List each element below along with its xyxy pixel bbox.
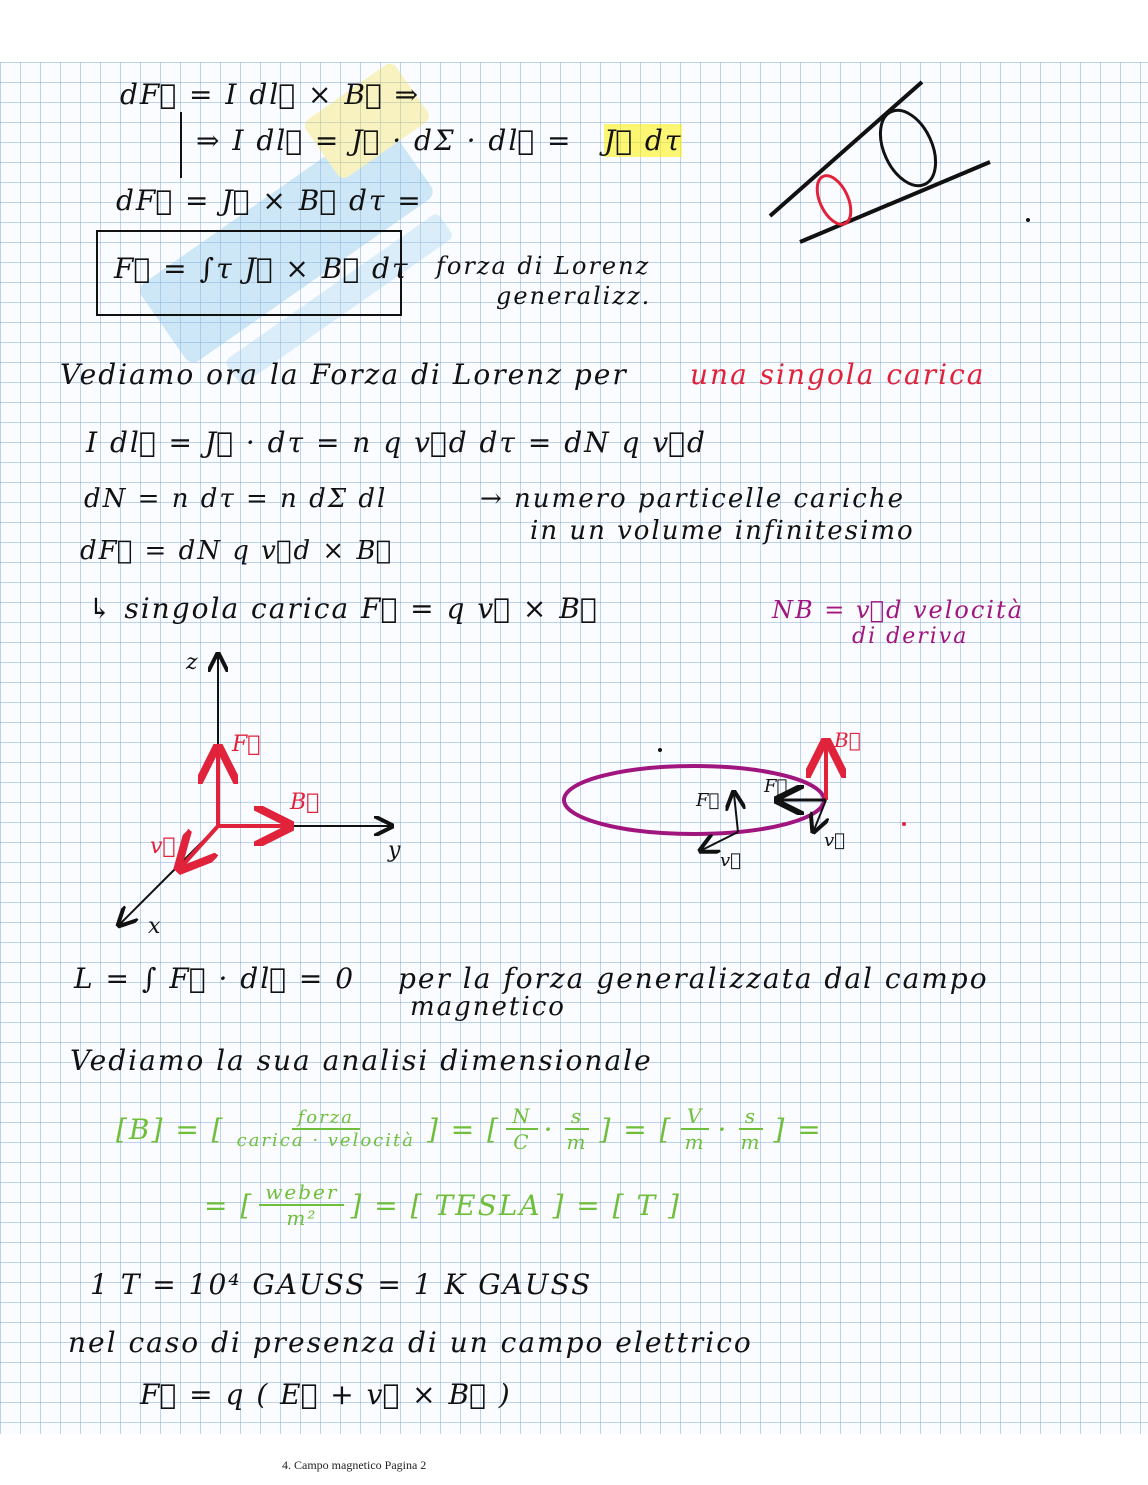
orbit-velocity-vector xyxy=(814,800,826,830)
dimensional-line1 xyxy=(116,1104,823,1154)
bracket-end1: ] = xyxy=(773,1112,823,1146)
nb-di-deriva: di deriva xyxy=(852,624,969,649)
fraction-v-m-den: m xyxy=(684,1130,706,1154)
page-footer: 4. Campo magnetico Pagina 2 xyxy=(282,1458,427,1472)
fraction-forza-num: forza xyxy=(292,1107,360,1130)
equation-df-dn-q-vd-cross-b: dF⃗ = dN q v⃗d × B⃗ xyxy=(80,536,394,566)
orbit-force-left-vector xyxy=(734,794,738,832)
fraction-s-m xyxy=(561,1104,594,1154)
bracket-mid2: ] = [ xyxy=(599,1112,673,1146)
intro-text-black: Vediamo ora la Forza di Lorenz per xyxy=(60,358,628,391)
intro-text-red: una singola carica xyxy=(690,358,986,391)
orbit-diagram xyxy=(560,720,920,870)
fraction-s-m-2-num: s xyxy=(739,1104,763,1130)
label-force: F⃗ xyxy=(232,732,263,757)
dot-1: · xyxy=(543,1112,555,1146)
axis-label-z: z xyxy=(186,650,200,675)
velocity-vector xyxy=(182,826,218,866)
electric-field-text: nel caso di presenza di un campo elettrico xyxy=(68,1326,753,1359)
fraction-v-m xyxy=(679,1104,712,1154)
work-note-line1: per la forza generalizzata dal campo xyxy=(398,962,989,995)
fraction-s-m-den: m xyxy=(566,1130,588,1154)
fraction-s-m-2 xyxy=(734,1104,767,1154)
orbit-label-v: v⃗ xyxy=(824,830,847,851)
dimensional-title: Vediamo la sua analisi dimensionale xyxy=(70,1044,653,1077)
fraction-s-m-2-den: m xyxy=(740,1130,762,1154)
equation-idl-n-q-vd: I dl⃗ = J⃗ · dτ = n q v⃗d dτ = dN q v⃗d xyxy=(86,426,707,459)
axis-label-x: x xyxy=(148,914,163,939)
axis-label-y: y xyxy=(388,838,403,863)
orbit-dot xyxy=(658,748,662,752)
equation-idl-j: ⇒ I dl⃗ = J⃗ · dΣ · dl⃗ = xyxy=(196,124,573,157)
full-lorentz-equation: F⃗ = q ( E⃗ + v⃗ × B⃗ ) xyxy=(140,1378,512,1411)
cone-sketch xyxy=(760,76,1020,252)
fraction-weber xyxy=(259,1180,344,1230)
fraction-s-m-num: s xyxy=(565,1104,589,1130)
note-numero-particelle: → numero particelle cariche xyxy=(480,484,905,514)
fraction-n-c xyxy=(506,1104,538,1154)
label-b-field: B⃗ xyxy=(290,790,322,815)
brace-line xyxy=(180,112,182,178)
fraction-forza-den: carica · velocità xyxy=(236,1130,415,1151)
equation-single-charge-force: ↳ singola carica F⃗ = q v⃗ × B⃗ xyxy=(88,592,599,625)
equation-j-dtau-highlighted: J⃗ dτ xyxy=(604,124,683,157)
orbit-red-dot xyxy=(902,822,906,826)
work-note-line2: magnetico xyxy=(410,992,566,1022)
orbit-label-b: B⃗ xyxy=(834,728,863,752)
note-forza-di-lorenz: forza di Lorenz xyxy=(436,252,651,280)
line2-tesla: ] = [ TESLA ] = [ T ] xyxy=(350,1188,681,1222)
fraction-weber-den: m² xyxy=(286,1206,318,1230)
boxed-equation-lorentz-generalized: F⃗ = ∫τ J⃗ × B⃗ dτ xyxy=(114,252,410,285)
fraction-n-c-den: C xyxy=(513,1130,531,1154)
fraction-v-m-num: V xyxy=(681,1104,709,1130)
cone-dot xyxy=(1026,218,1030,222)
gauss-equation: 1 T = 10⁴ GAUSS = 1 K GAUSS xyxy=(90,1268,593,1301)
fraction-forza xyxy=(231,1107,421,1151)
cone-ellipse-large xyxy=(869,102,946,195)
work-equation: L = ∫ F⃗ · dl⃗ = 0 xyxy=(74,962,356,995)
axes-diagram xyxy=(100,640,420,950)
orbit-label-f: F⃗ xyxy=(764,776,790,797)
nb-drift-velocity: NB = v⃗d velocità xyxy=(772,596,1024,624)
equation-df-idl-cross-b: dF⃗ = I dl⃗ × B⃗ ⇒ xyxy=(120,78,421,111)
line2-open: = [ xyxy=(204,1188,254,1222)
note-volume-infinitesimo: in un volume infinitesimo xyxy=(530,516,915,546)
note-generalizz: generalizz. xyxy=(496,282,652,310)
dot-2: · xyxy=(717,1112,729,1146)
bracket-mid1: ] = [ xyxy=(426,1112,501,1146)
equation-df-j-cross-b: dF⃗ = J⃗ × B⃗ dτ = xyxy=(116,184,423,217)
equation-dn: dN = n dτ = n dΣ dl xyxy=(84,484,388,514)
orbit-label-v-bottom: v⃗ xyxy=(720,850,743,871)
fraction-n-c-num: N xyxy=(506,1104,538,1130)
label-velocity: v⃗ xyxy=(150,834,178,859)
b-bracket-lhs: [B] = [ xyxy=(116,1112,225,1146)
orbit-label-f-left: F⃗ xyxy=(696,790,722,811)
dimensional-line2 xyxy=(204,1180,681,1230)
fraction-weber-num: weber xyxy=(259,1180,344,1206)
